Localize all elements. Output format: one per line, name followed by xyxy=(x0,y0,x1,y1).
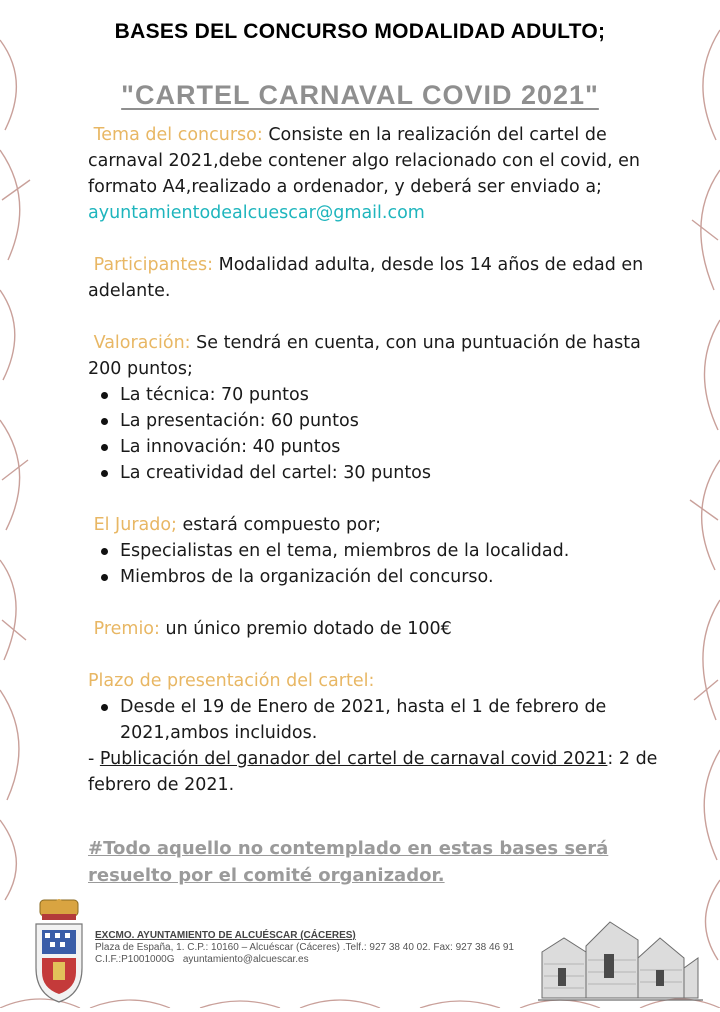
left-leaf-border xyxy=(0,0,40,1008)
participantes-text: Modalidad adulta, desde los 14 años de edad en adelante. xyxy=(88,255,644,301)
closing-note-text: #Todo aquello no contemplado en estas bases será resuelto por el comité organizador. xyxy=(88,838,609,886)
contest-email-link[interactable]: ayuntamientodealcuescar@gmail.com xyxy=(88,203,425,223)
rules-content xyxy=(88,122,660,798)
valoracion-text: Se tendrá en cuenta, con una puntuación de hasta 200 puntos; xyxy=(88,333,641,379)
tema-text: Consiste en la realización del cartel de carnaval 2021,debe contener algo relacionado con el covid, en formato A4,realizado a ordenador, y deberá ser enviado a; xyxy=(88,125,640,197)
premio-text: un único premio dotado de 100€ xyxy=(159,619,452,639)
list-item: Miembros de la organización del concurso. xyxy=(88,564,660,590)
coat-of-arms-icon xyxy=(28,896,90,1006)
tema-label: Tema del concurso: xyxy=(93,125,263,145)
valoracion-list xyxy=(88,382,660,486)
premio-label: Premio: xyxy=(93,619,160,639)
list-item: La creatividad del cartel: 30 puntos xyxy=(88,460,660,486)
publicacion-prefix: - xyxy=(88,749,100,769)
publicacion-paragraph xyxy=(88,746,660,798)
footer-org: EXCMO. AYUNTAMIENTO DE ALCUÉSCAR (CÁCERES) xyxy=(95,930,356,941)
jurado-text: estará compuesto por; xyxy=(176,515,381,535)
list-item: La técnica: 70 puntos xyxy=(88,382,660,408)
publicacion-underlined: Publicación del ganador del cartel de carnaval covid 2021 xyxy=(99,749,608,769)
footer-email: ayuntamiento@alcuescar.es xyxy=(182,954,309,965)
tema-paragraph xyxy=(88,122,660,226)
poster-subtitle-text: "CARTEL CARNAVAL COVID 2021" xyxy=(121,80,599,110)
list-item: La innovación: 40 puntos xyxy=(88,434,660,460)
list-item: La presentación: 60 puntos xyxy=(88,408,660,434)
premio-paragraph xyxy=(88,616,660,642)
poster-subtitle xyxy=(0,80,720,111)
participantes-label: Participantes: xyxy=(93,255,214,275)
plazo-label: Plazo de presentación del cartel: xyxy=(88,671,375,691)
jurado-list xyxy=(88,538,660,590)
participantes-paragraph xyxy=(88,252,660,304)
footer-ids xyxy=(95,954,535,966)
church-illustration-icon xyxy=(538,908,703,1003)
list-item: Desde el 19 de Enero de 2021, hasta el 1 de febrero de 2021,ambos incluidos. xyxy=(88,694,660,746)
jurado-paragraph xyxy=(88,512,660,538)
valoracion-paragraph xyxy=(88,330,660,382)
list-item: Especialistas en el tema, miembros de la localidad. xyxy=(88,538,660,564)
plazo-heading xyxy=(88,668,660,694)
right-leaf-border xyxy=(680,0,720,1008)
publicacion-suffix: : 2 de febrero de 2021. xyxy=(88,749,658,795)
footer-contact xyxy=(95,930,535,966)
footer-cif: C.I.F.:P1001000G xyxy=(95,954,175,965)
plazo-list xyxy=(88,694,660,746)
jurado-label: El Jurado; xyxy=(93,515,177,535)
closing-note xyxy=(88,835,648,889)
valoracion-label: Valoración: xyxy=(93,333,191,353)
footer xyxy=(0,890,720,1008)
footer-address: Plaza de España, 1. C.P.: 10160 – Alcuéscar (Cáceres) .Telf.: 927 38 40 02. Fax: 927 38 46 91 xyxy=(95,942,514,953)
page-title: BASES DEL CONCURSO MODALIDAD ADULTO; xyxy=(114,20,606,43)
